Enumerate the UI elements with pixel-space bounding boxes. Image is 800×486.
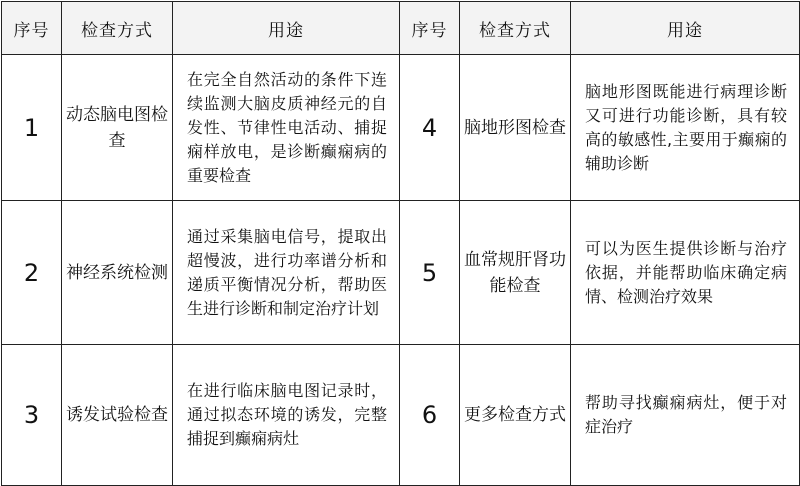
use-cell <box>571 55 800 201</box>
method-text: 脑地形图检查 <box>464 117 566 138</box>
use-text: 可以为医生提供诊断与治疗依据，并能帮助临床确定病情、检测治疗效果 <box>585 238 787 306</box>
use-text: 帮助寻找癫痫病灶，便于对症治疗 <box>585 393 787 436</box>
header-use-right: 用途 <box>571 2 800 55</box>
method-cell <box>460 55 571 201</box>
use-text: 在完全自然活动的条件下连续监测大脑皮质神经元的自发性、节律性电活动、捕捉痫样放电，是诊断癫痫病的重要检查 <box>187 69 387 185</box>
use-text: 脑地形图既能进行病理诊断又可进行功能诊断，具有较高的敏感性,主要用于癫痫的辅助诊断 <box>585 81 787 173</box>
use-cell <box>173 345 400 486</box>
use-cell <box>571 345 800 486</box>
method-text: 诱发试验检查 <box>66 405 168 425</box>
header-method-left: 检查方式 <box>62 2 173 55</box>
method-text: 更多检查方式 <box>464 405 566 425</box>
exam-methods-table <box>1 1 800 486</box>
row-number-cell: 4 <box>400 55 460 201</box>
row-number-cell: 2 <box>2 201 62 345</box>
use-cell <box>173 201 400 345</box>
use-text: 通过采集脑电信号，提取出超慢波，进行功率谱分析和递质平衡情况分析，帮助医生进行诊断和制定治疗计划 <box>187 226 387 318</box>
use-text: 在进行临床脑电图记录时，通过拟态环境的诱发，完整捕捉到癫痫病灶 <box>187 381 387 448</box>
header-row <box>2 2 800 55</box>
header-use-left: 用途 <box>173 2 400 55</box>
method-text: 血常规肝肾功能检查 <box>464 249 566 296</box>
method-cell <box>460 201 571 345</box>
use-cell <box>571 201 800 345</box>
header-no-right: 序号 <box>400 2 460 55</box>
table-row <box>2 55 800 201</box>
method-cell <box>62 55 173 201</box>
header-no-left: 序号 <box>2 2 62 55</box>
row-number-cell: 6 <box>400 345 460 486</box>
row-number-cell: 5 <box>400 201 460 345</box>
method-cell <box>62 345 173 486</box>
method-text: 神经系统检测 <box>66 262 168 283</box>
method-text: 动态脑电图检查 <box>66 104 168 151</box>
method-cell <box>460 345 571 486</box>
row-number-cell: 3 <box>2 345 62 486</box>
row-number-cell: 1 <box>2 55 62 201</box>
use-cell <box>173 55 400 201</box>
table-row <box>2 345 800 486</box>
table-row <box>2 201 800 345</box>
method-cell <box>62 201 173 345</box>
header-method-right: 检查方式 <box>460 2 571 55</box>
